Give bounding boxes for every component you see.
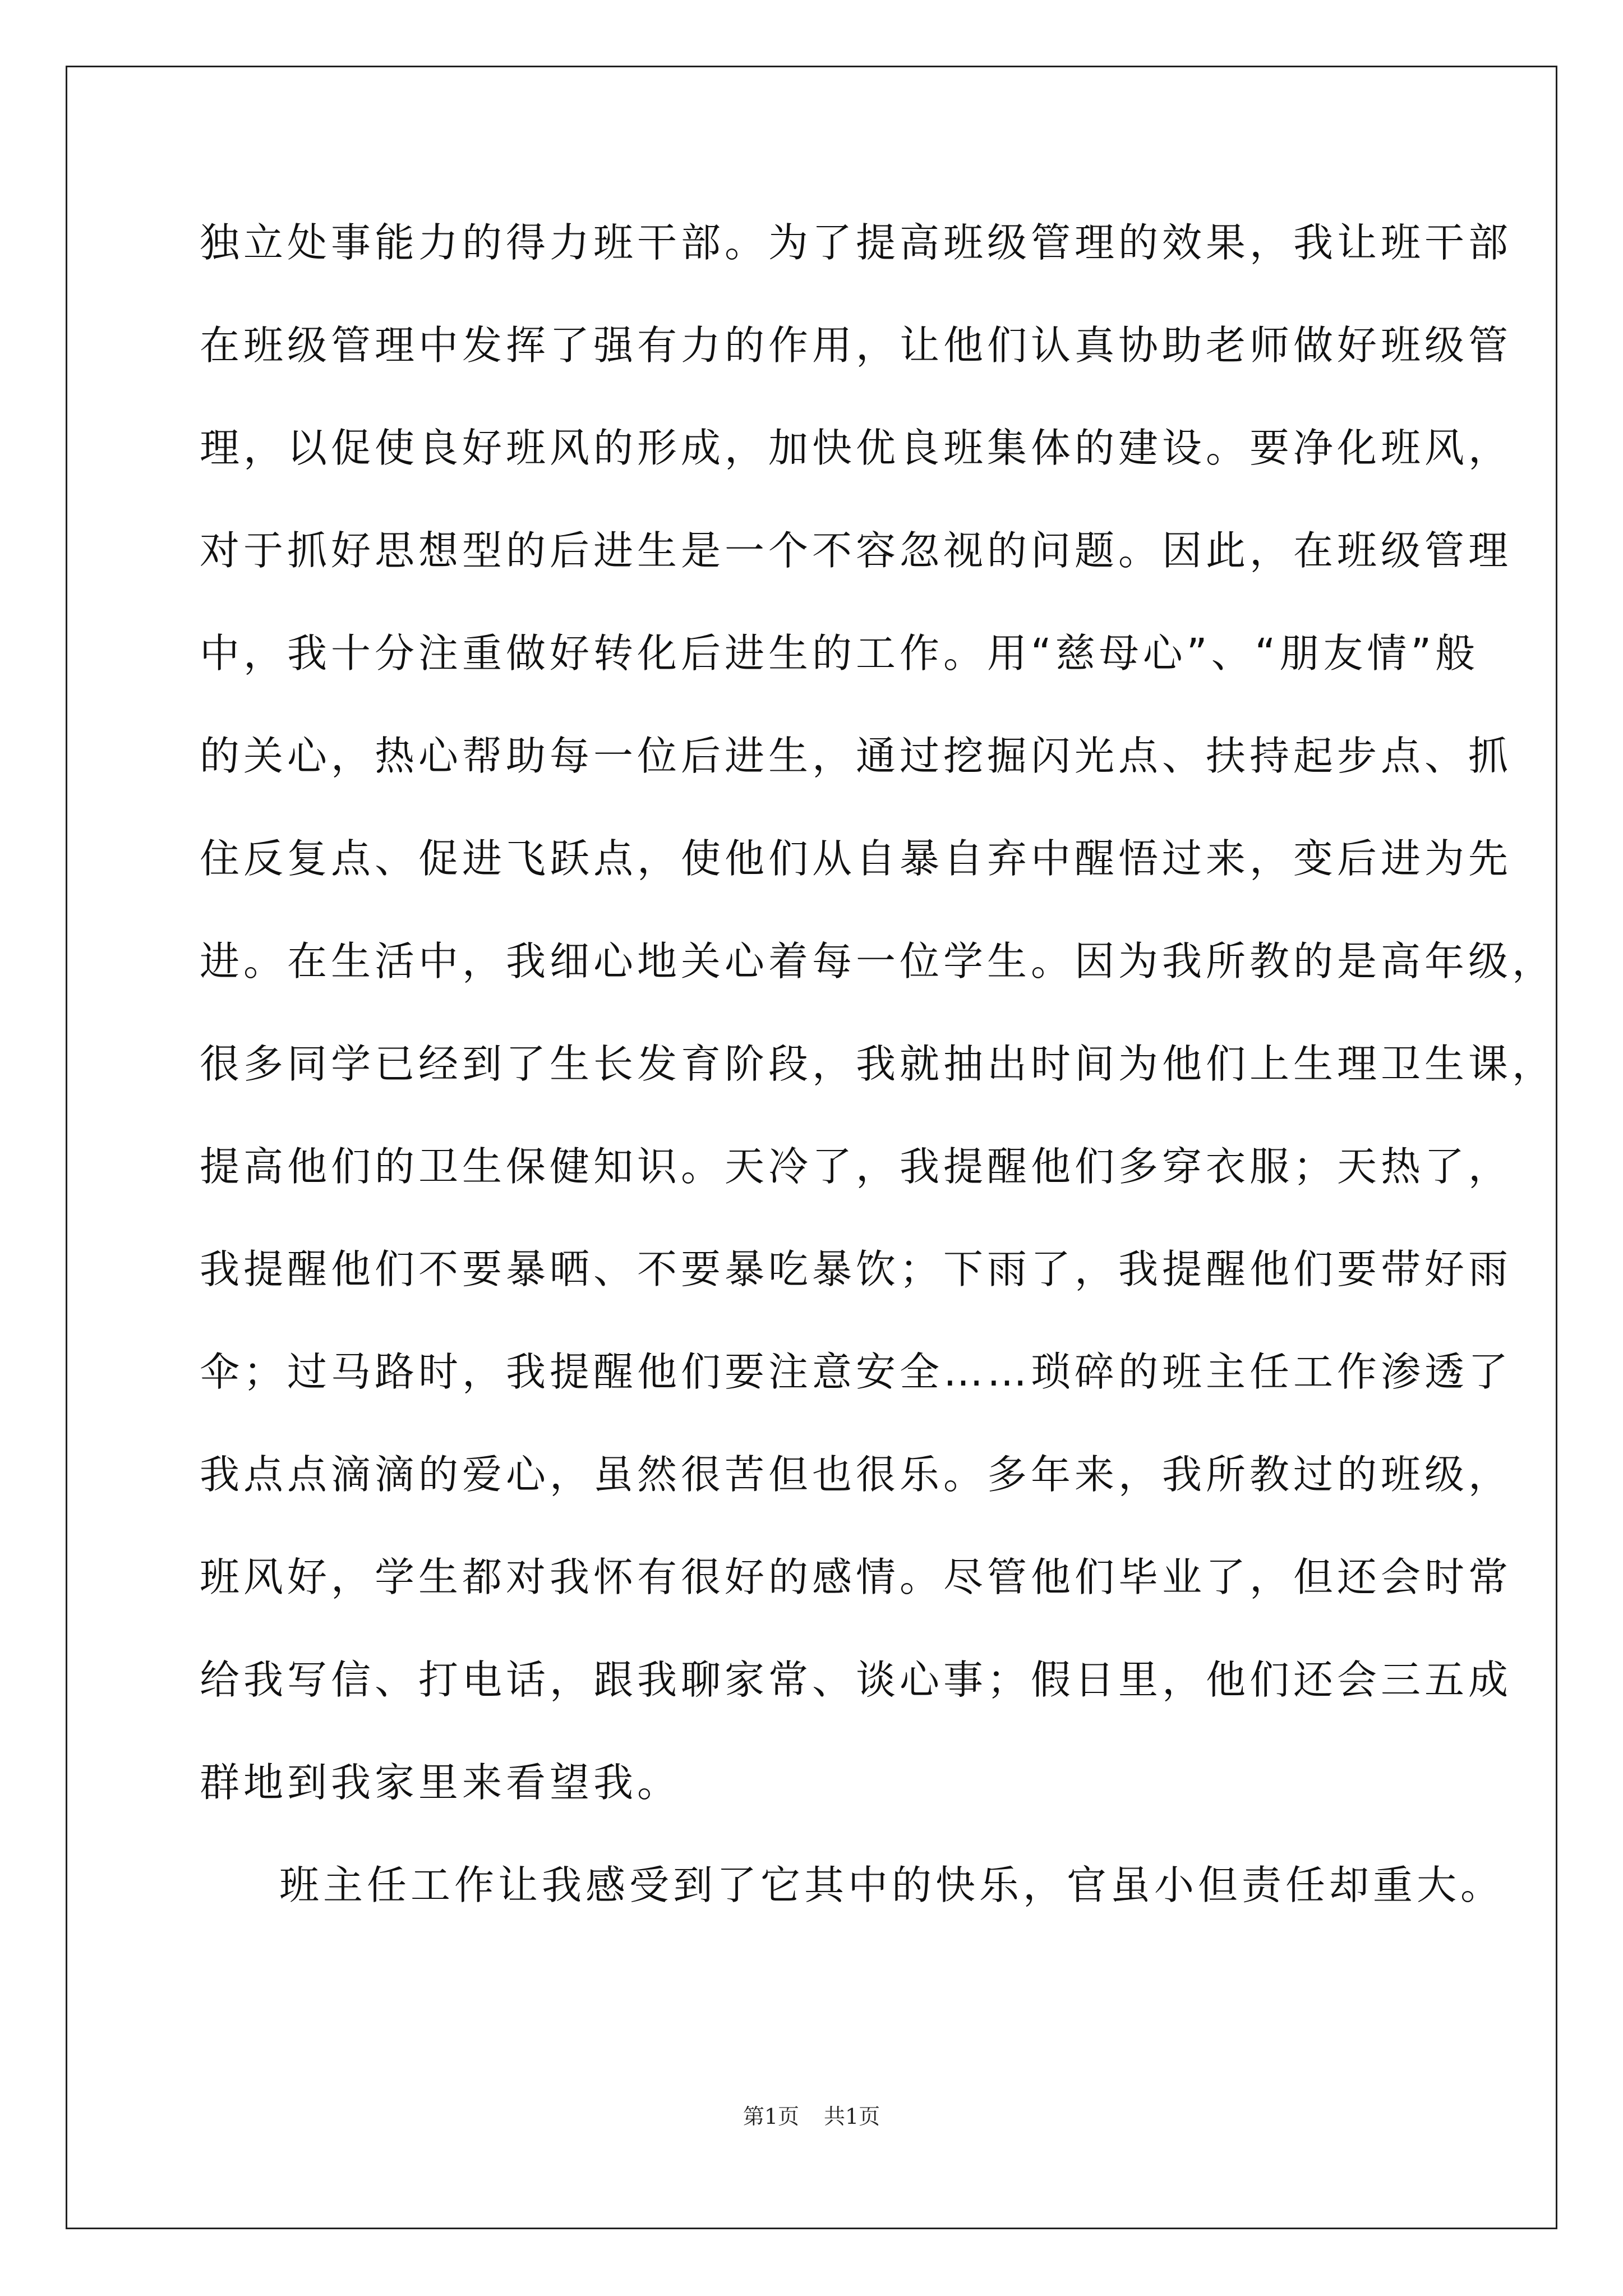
- text-line: 进。在生活中，我细心地关心着每一位学生。因为我所教的是高年级，: [200, 938, 1556, 984]
- text-line: 中，我十分注重做好转化后进生的工作。用“慈母心”、“朋友情”般: [200, 630, 1479, 677]
- text-line: 班风好，学生都对我怀有很好的感情。尽管他们毕业了，但还会时常: [200, 1554, 1513, 1600]
- page-number: 第1页: [743, 2104, 799, 2129]
- text-line: 我提醒他们不要暴晒、不要暴吃暴饮；下雨了，我提醒他们要带好雨: [200, 1246, 1513, 1292]
- text-line: 提高他们的卫生保健知识。天冷了，我提醒他们多穿衣服；天热了，: [200, 1143, 1513, 1190]
- text-line: 给我写信、打电话，跟我聊家常、谈心事；假日里，他们还会三五成: [200, 1657, 1513, 1703]
- page-footer: [0, 2102, 1623, 2131]
- page-total: 共1页: [824, 2104, 880, 2129]
- text-line: 很多同学已经到了生长发育阶段，我就抽出时间为他们上生理卫生课，: [200, 1041, 1556, 1087]
- text-line: 独立处事能力的得力班干部。为了提高班级管理的效果，我让班干部: [200, 219, 1513, 266]
- paragraph-start-line: 班主任工作让我感受到了它其中的快乐，官虽小但责任却重大。: [279, 1862, 1505, 1908]
- text-line: 伞；过马路时，我提醒他们要注意安全……琐碎的班主任工作渗透了: [200, 1349, 1513, 1395]
- text-line: 理，以促使良好班风的形成，加快优良班集体的建设。要净化班风，: [200, 425, 1513, 471]
- text-line: 的关心，热心帮助每一位后进生，通过挖掘闪光点、扶持起步点、抓: [200, 733, 1513, 779]
- text-line: 群地到我家里来看望我。: [200, 1759, 681, 1806]
- text-line: 我点点滴滴的爱心，虽然很苦但也很乐。多年来，我所教过的班级，: [200, 1451, 1513, 1498]
- text-line: 在班级管理中发挥了强有力的作用，让他们认真协助老师做好班级管: [200, 322, 1513, 369]
- text-line: 住反复点、促进飞跃点，使他们从自暴自弃中醒悟过来，变后进为先: [200, 835, 1513, 882]
- text-line: 对于抓好思想型的后进生是一个不容忽视的问题。因此，在班级管理: [200, 527, 1513, 574]
